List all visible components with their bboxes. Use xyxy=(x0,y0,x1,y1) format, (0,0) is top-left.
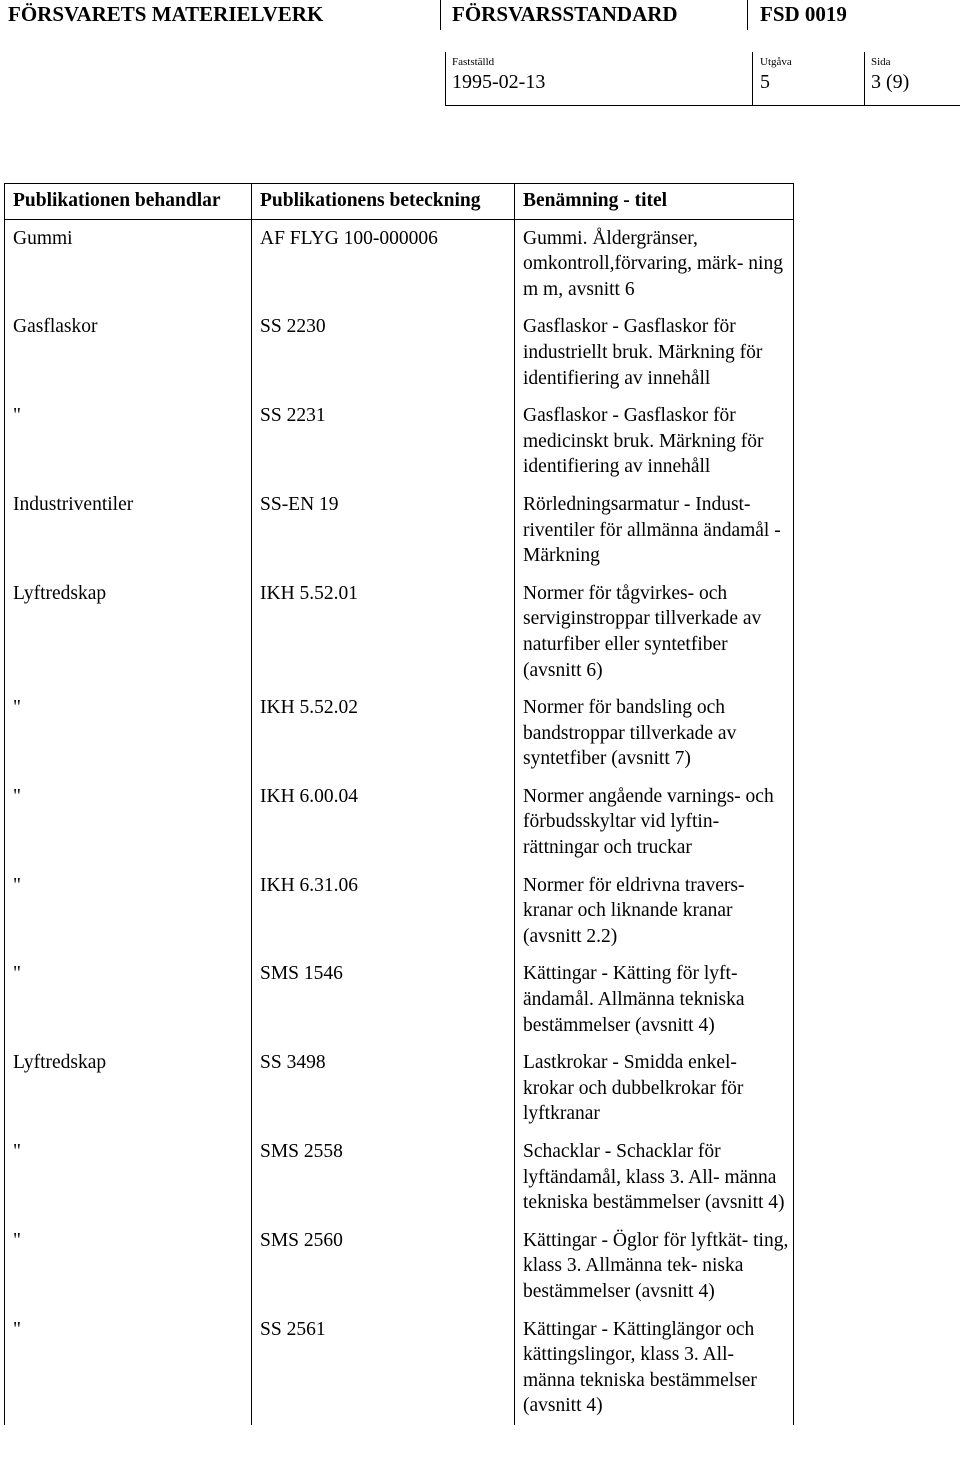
title-cell: Kättingar - Kätting för lyft- ändamål. Allmänna tekniska bestämmelser (avsnitt 4) xyxy=(515,955,794,1044)
column-header: Publikationen behandlar xyxy=(5,184,252,220)
utgava-value: 5 xyxy=(760,71,770,93)
title-cell: Normer för tågvirkes- och serviginstroppar tillverkade av naturfiber eller syntetfiber (avsnitt 6) xyxy=(515,575,794,689)
title-cell: Normer för eldrivna travers- kranar och liknande kranar (avsnitt 2.2) xyxy=(515,867,794,956)
designation-cell: SS 3498 xyxy=(252,1044,515,1133)
subject-cell: " xyxy=(5,397,252,486)
doc-type: FÖRSVARSSTANDARD xyxy=(452,2,678,26)
title-cell: Rörledningsarmatur - Indust- riventiler för allmänna ändamål - Märkning xyxy=(515,486,794,575)
table-row xyxy=(5,575,794,689)
designation-cell: SMS 2558 xyxy=(252,1133,515,1222)
header-divider xyxy=(747,0,748,30)
table-row xyxy=(5,778,794,867)
subject-cell: " xyxy=(5,955,252,1044)
title-cell: Kättingar - Öglor för lyftkät- ting, klass 3. Allmänna tek- niska bestämmelser (avsnitt 4) xyxy=(515,1222,794,1311)
subject-cell: " xyxy=(5,1222,252,1311)
subject-cell: Gasflaskor xyxy=(5,308,252,397)
subject-cell: " xyxy=(5,1133,252,1222)
title-cell: Normer för bandsling och bandstroppar tillverkade av syntetfiber (avsnitt 7) xyxy=(515,689,794,778)
subject-cell: Lyftredskap xyxy=(5,575,252,689)
header-divider xyxy=(752,52,753,106)
table-header-row xyxy=(5,184,794,220)
table-row xyxy=(5,955,794,1044)
table-row xyxy=(5,1133,794,1222)
subject-cell: " xyxy=(5,689,252,778)
designation-cell: IKH 5.52.02 xyxy=(252,689,515,778)
subject-cell: " xyxy=(5,1311,252,1425)
designation-cell: IKH 6.00.04 xyxy=(252,778,515,867)
org-name: FÖRSVARETS MATERIELVERK xyxy=(8,2,324,26)
table-row xyxy=(5,397,794,486)
designation-cell: SMS 2560 xyxy=(252,1222,515,1311)
designation-cell: AF FLYG 100-000006 xyxy=(252,219,515,308)
subject-cell: Gummi xyxy=(5,219,252,308)
designation-cell: SS 2231 xyxy=(252,397,515,486)
header-divider xyxy=(440,0,441,30)
subject-cell: Lyftredskap xyxy=(5,1044,252,1133)
designation-cell: IKH 5.52.01 xyxy=(252,575,515,689)
table-row xyxy=(5,219,794,308)
designation-cell: SS 2561 xyxy=(252,1311,515,1425)
table-row xyxy=(5,867,794,956)
sida-label: Sida xyxy=(871,56,891,68)
fastst-value: 1995-02-13 xyxy=(452,71,546,93)
column-header: Publikationens beteckning xyxy=(252,184,515,220)
subject-cell: " xyxy=(5,778,252,867)
subject-cell: Industriventiler xyxy=(5,486,252,575)
doc-number: FSD 0019 xyxy=(760,2,847,26)
publications-table xyxy=(4,183,794,1425)
subject-cell: " xyxy=(5,867,252,956)
title-cell: Gasflaskor - Gasflaskor för medicinskt bruk. Märkning för identifiering av innehåll xyxy=(515,397,794,486)
designation-cell: SS-EN 19 xyxy=(252,486,515,575)
designation-cell: SMS 1546 xyxy=(252,955,515,1044)
sida-value: 3 (9) xyxy=(871,71,910,93)
designation-cell: SS 2230 xyxy=(252,308,515,397)
title-cell: Gasflaskor - Gasflaskor för industriellt bruk. Märkning för identifiering av innehåll xyxy=(515,308,794,397)
designation-cell: IKH 6.31.06 xyxy=(252,867,515,956)
header-rule xyxy=(445,105,960,106)
table-row xyxy=(5,1044,794,1133)
title-cell: Kättingar - Kättinglängor och kättingslingor, klass 3. All- männa tekniska bestämmelser (avsnitt 4) xyxy=(515,1311,794,1425)
table-row xyxy=(5,486,794,575)
table-row xyxy=(5,1311,794,1425)
title-cell: Lastkrokar - Smidda enkel- krokar och dubbelkrokar för lyftkranar xyxy=(515,1044,794,1133)
header-divider xyxy=(864,52,865,106)
title-cell: Gummi. Åldergränser, omkontroll,förvaring, märk- ning m m, avsnitt 6 xyxy=(515,219,794,308)
table-row xyxy=(5,308,794,397)
title-cell: Normer angående varnings- och förbudsskyltar vid lyftin- rättningar och truckar xyxy=(515,778,794,867)
header-divider xyxy=(445,52,446,106)
fastst-label: Fastställd xyxy=(452,56,495,68)
table-row xyxy=(5,1222,794,1311)
title-cell: Schacklar - Schacklar för lyftändamål, klass 3. All- männa tekniska bestämmelser (avsnitt 4) xyxy=(515,1133,794,1222)
page-header xyxy=(0,0,960,106)
table-row xyxy=(5,689,794,778)
utgava-label: Utgåva xyxy=(760,56,792,68)
column-header: Benämning - titel xyxy=(515,184,794,220)
